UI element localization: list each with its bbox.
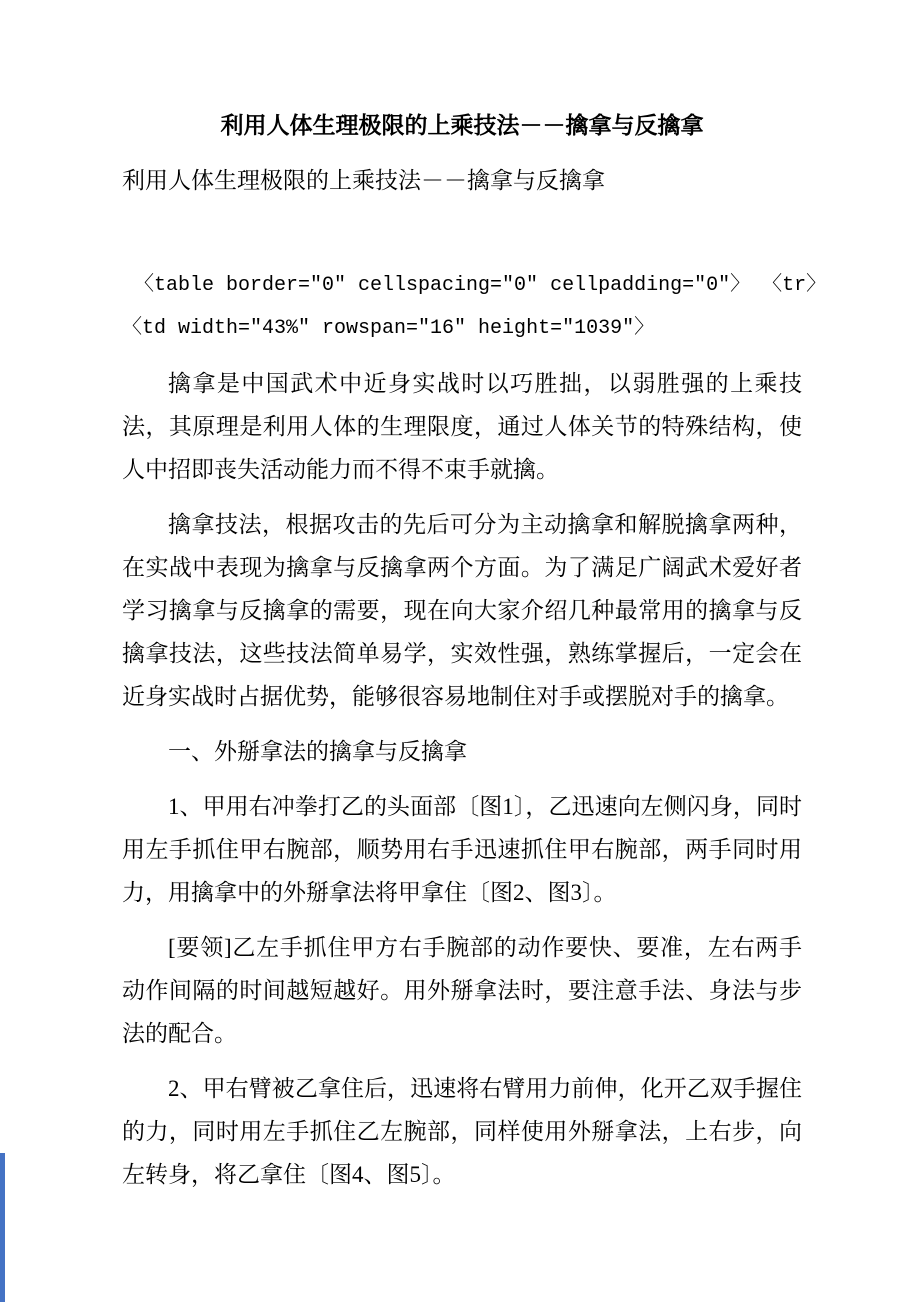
document-subtitle: 利用人体生理极限的上乘技法－－擒拿与反擒拿 (122, 168, 605, 193)
document-content (122, 104, 827, 1196)
table-left-border-fragment (0, 1153, 5, 1302)
step-paragraph-1: 1、甲用右冲拳打乙的头面部〔图1〕，乙迅速向左侧闪身，同时用左手抓住甲右腕部，顺势用右手迅速抓住甲右腕部，两手同时用力，用擒拿中的外掰拿法将甲拿住〔图2、图3〕。 (122, 794, 802, 905)
key-points-paragraph: [要领]乙左手抓住甲方右手腕部的动作要快、要准，左右两手动作间隔的时间越短越好。用外掰拿法时，要注意手法、身法与步法的配合。 (122, 935, 802, 1046)
code-line-table-tag: 〈table border=″0″ cellspacing=″0″ cellpadding=″0″〉 〈tr〉 (134, 274, 827, 297)
intro-paragraph-2: 擒拿技法，根据攻击的先后可分为主动擒拿和解脱擒拿两种，在实战中表现为擒拿与反擒拿两个方面。为了满足广阔武术爱好者学习擒拿与反擒拿的需要，现在向大家介绍几种最常用的擒拿与反擒拿技法，这些技法简单易学，实效性强，熟练掌握后，一定会在近身实战时占据优势，能够很容易地制住对手或摆脱对手的擒拿。 (122, 512, 802, 709)
code-line-td-tag: 〈td width=″43%″ rowspan=″16″ height=″1039″〉 (122, 317, 655, 340)
step-paragraph-2: 2、甲右臂被乙拿住后，迅速将右臂用力前伸，化开乙双手握住的力，同时用左手抓住乙左腕部，同样使用外掰拿法，上右步，向左转身，将乙拿住〔图4、图5〕。 (122, 1076, 802, 1187)
html-code-block (122, 264, 827, 350)
intro-paragraph-1: 擒拿是中国武术中近身实战时以巧胜拙，以弱胜强的上乘技法，其原理是利用人体的生理限度，通过人体关节的特殊结构，使人中招即丧失活动能力而不得不束手就擒。 (122, 371, 802, 482)
section-heading-1: 一、外掰拿法的擒拿与反擒拿 (168, 739, 467, 764)
document-title: 利用人体生理极限的上乘技法－－擒拿与反擒拿 (220, 113, 704, 138)
